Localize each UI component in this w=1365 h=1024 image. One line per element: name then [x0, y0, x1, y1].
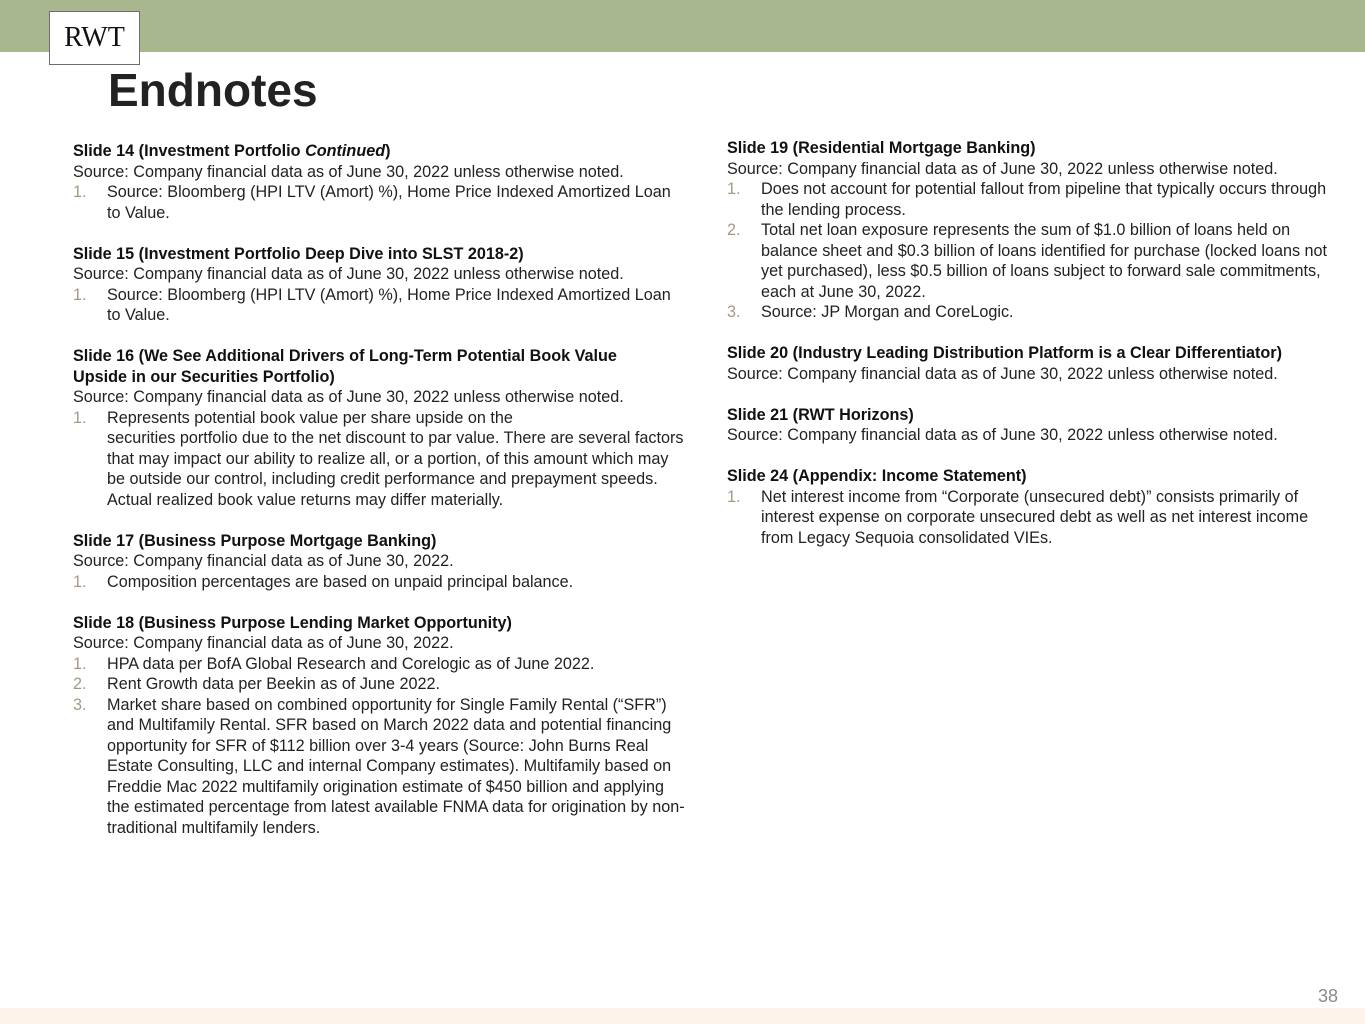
section-title: Slide 15 (Investment Portfolio Deep Dive into SLST 2018-2): [73, 244, 524, 263]
endnote-item: [73, 408, 688, 511]
endnote-section: [73, 531, 688, 593]
endnote-text: Source: JP Morgan and CoreLogic.: [761, 303, 1014, 321]
endnote-text: securities portfolio due to the net discount to par value. There are several factors that may impact our ability to realize all, or a portion, of this amount which may be outside our control, including credit performance and prepayment speeds. Actual realized book value returns may differ materially.: [107, 429, 684, 509]
endnote-item: [73, 572, 688, 593]
endnote-text: Total net loan exposure represents the sum of $1.0 billion of loans held on balance sheet and $0.3 billion of loans identified for purchase (locked loans not yet purchased), less $0.5 billion of loans subject to forward sale commitments, each at June 30, 2022.: [761, 221, 1328, 301]
endnote-text: Rent Growth data per Beekin as of June 2022.: [107, 675, 440, 693]
endnote-number: 1.: [73, 408, 87, 427]
endnote-text: Source: Bloomberg (HPI LTV (Amort) %), Home Price Indexed Amortized Loan to Value.: [107, 285, 671, 324]
endnote-text: Source: Bloomberg (HPI LTV (Amort) %), Home Price Indexed Amortized Loan to Value.: [107, 183, 671, 222]
endnote-text: Net interest income from “Corporate (unsecured debt)” consists primarily of interest expense on corporate unsecured debt as well as net interest income from Legacy Sequoia consolidated VIEs.: [761, 487, 1309, 547]
section-source: Source: Company financial data as of June 30, 2022 unless otherwise noted.: [73, 265, 624, 283]
endnotes-left-column: [73, 141, 688, 859]
section-title-text: Slide 14 (Investment Portfolio: [73, 142, 306, 160]
section-source: Source: Company financial data as of June 30, 2022.: [73, 634, 454, 652]
endnote-number: 1.: [73, 654, 87, 673]
endnote-number: 1.: [73, 572, 87, 591]
page-number: 38: [1317, 986, 1338, 1006]
endnote-text: HPA data per BofA Global Research and Corelogic as of June 2022.: [107, 654, 595, 673]
endnote-section: [727, 405, 1337, 446]
endnote-section: [73, 244, 688, 326]
endnote-section: [73, 141, 688, 223]
section-source: Source: Company financial data as of June 30, 2022 unless otherwise noted.: [727, 426, 1278, 444]
endnote-section: [73, 346, 688, 510]
page-title: Endnotes: [108, 64, 318, 116]
endnotes-right-column: [727, 138, 1337, 569]
endnote-text: Market share based on combined opportunity for Single Family Rental (“SFR”) and Multifamily Rental. SFR based on March 2022 data and potential financing opportunity for SFR of $112 billion over 3-4 years (Source: John Burns Real Estate Consulting, LLC and internal Company estimates). Multifamily based on Freddie Mac 2022 multifamily origination estimate of $450 billion and applying the estimated percentage from latest available FNMA data for origination by non-traditional multifamily lenders.: [107, 695, 685, 837]
endnote-item: [73, 182, 688, 223]
endnote-item: [727, 302, 1337, 323]
section-source: Source: Company financial data as of June 30, 2022 unless otherwise noted.: [73, 388, 624, 406]
endnote-item: [73, 654, 688, 675]
endnote-section: [73, 613, 688, 839]
endnote-number: 3.: [73, 695, 87, 714]
endnote-text-line: Represents potential book value per share upside on the: [107, 408, 513, 427]
endnote-section: [727, 343, 1337, 384]
endnote-item: [73, 285, 688, 326]
endnote-section: [727, 138, 1337, 323]
endnote-number: 1.: [73, 183, 87, 201]
section-source: Source: Company financial data as of June 30, 2022 unless otherwise noted.: [727, 159, 1278, 178]
endnote-number: 2.: [73, 675, 87, 693]
endnote-item: [727, 487, 1337, 549]
endnote-text-block: [107, 408, 688, 511]
section-title: Slide 17 (Business Purpose Mortgage Banking): [73, 531, 437, 550]
section-title-italic: Continued: [305, 142, 386, 160]
footer-strip: [0, 1008, 1365, 1024]
section-source: Source: Company financial data as of June 30, 2022 unless otherwise noted.: [727, 364, 1278, 383]
section-title: Slide 16 (We See Additional Drivers of Long-Term Potential Book Value Upside in our Securities Portfolio): [73, 347, 617, 386]
endnote-text: Composition percentages are based on unpaid principal balance.: [107, 572, 574, 591]
section-title: Slide 19 (Residential Mortgage Banking): [727, 139, 1036, 157]
section-title: Slide 18 (Business Purpose Lending Market Opportunity): [73, 613, 512, 632]
section-title: Slide 24 (Appendix: Income Statement): [727, 467, 1027, 485]
section-title: Slide 21 (RWT Horizons): [727, 405, 914, 424]
endnote-item: [727, 220, 1337, 302]
endnote-section: [727, 466, 1337, 548]
endnote-item: [727, 179, 1337, 220]
section-title: [73, 141, 688, 162]
section-title-close: ): [385, 142, 391, 160]
company-logo: RWT: [49, 11, 140, 65]
header-band: [0, 0, 1365, 52]
endnote-number: 1.: [73, 285, 87, 304]
endnote-number: 3.: [727, 303, 741, 321]
section-source: Source: Company financial data as of June 30, 2022 unless otherwise noted.: [73, 162, 624, 181]
endnote-item: [73, 674, 688, 695]
endnote-number: 1.: [727, 180, 741, 198]
section-source: Source: Company financial data as of June 30, 2022.: [73, 552, 454, 570]
endnote-item: [73, 695, 688, 839]
endnote-number: 1.: [727, 487, 741, 506]
section-title: Slide 20 (Industry Leading Distribution Platform is a Clear Differentiator): [727, 344, 1282, 362]
endnote-text: Does not account for potential fallout from pipeline that typically occurs through the lending process.: [761, 180, 1327, 219]
endnote-number: 2.: [727, 221, 741, 239]
